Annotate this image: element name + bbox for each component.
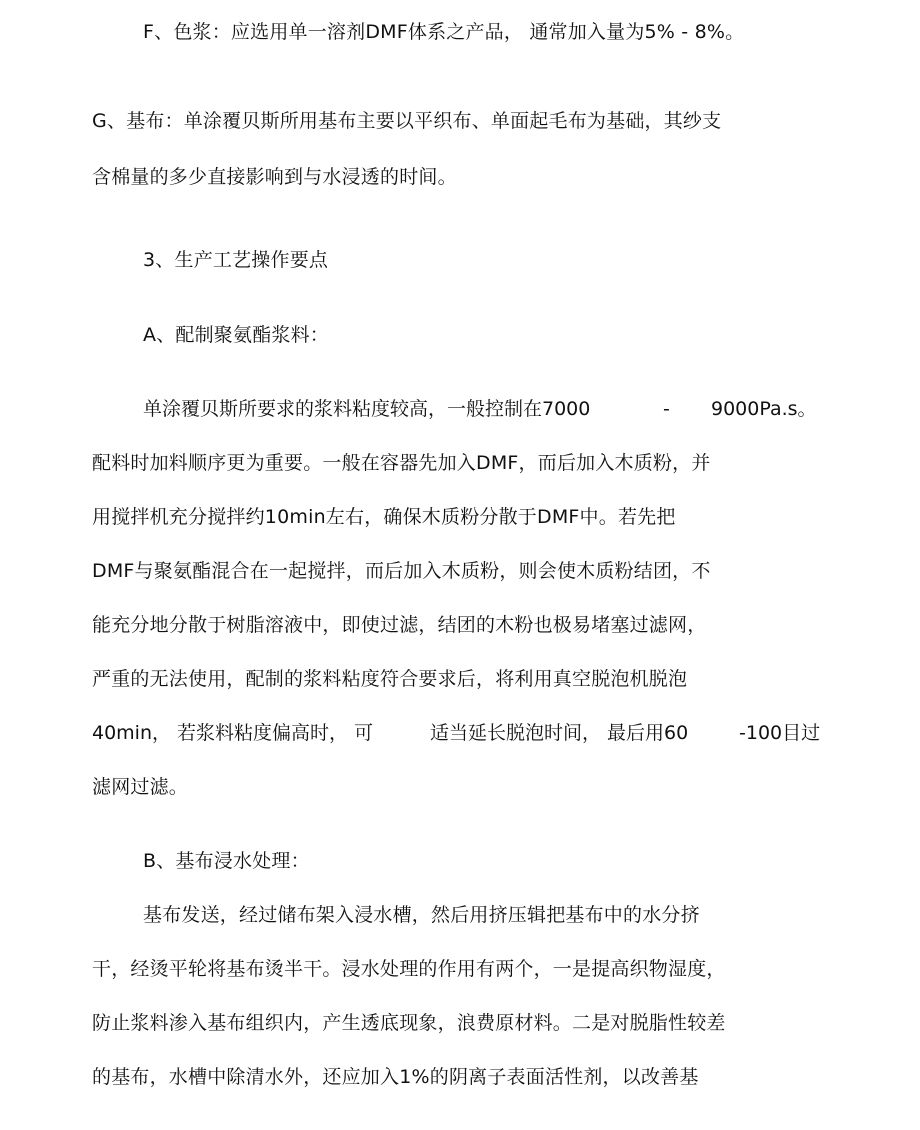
para-a-line-8: 滤网过滤。 [92,776,189,798]
heading-b: B、基布浸水处理： [143,850,310,872]
para-a-line-7-part-1: 40min， 若浆料粘度偏高时， 可 [92,722,374,744]
section-g-line-1: G、基布：单涂覆贝斯所用基布主要以平织布、单面起毛布为基础，其纱支 [92,110,722,132]
heading-a: A、配制聚氨酯浆料： [143,324,329,346]
para-b-line-1: 基布发送，经过储布架入浸水槽，然后用挤压辑把基布中的水分挤 [143,904,700,926]
para-a-line-3: 用搅拌机充分搅拌约10min左右，确保木质粉分散于DMF中。若先把 [92,506,676,528]
para-b-line-4: 的基布，水槽中除清水外，还应加入1%的阴离子表面活性剂，以改善基 [92,1066,699,1088]
para-a-line-1-part-2: - [663,398,670,420]
para-b-line-2: 干，经烫平轮将基布烫半干。浸水处理的作用有两个，一是提高织物湿度， [92,958,726,980]
heading-3: 3、生产工艺操作要点 [143,249,329,271]
para-a-line-5: 能充分地分散于树脂溶液中，即使过滤，结团的木粉也极易堵塞过滤网， [92,614,707,636]
para-a-line-4: DMF与聚氨酯混合在一起搅拌，而后加入木质粉，则会使木质粉结团，不 [92,560,711,582]
para-a-line-7-part-2: 适当延长脱泡时间， 最后用60 [430,722,689,744]
para-a-line-7-part-3: -100目过 [739,722,821,744]
para-b-line-3: 防止浆料渗入基布组织内，产生透底现象，浪费原材料。二是对脱脂性较差 [92,1012,726,1034]
section-g-line-2: 含棉量的多少直接影响到与水浸透的时间。 [92,166,457,188]
para-a-line-2: 配料时加料顺序更为重要。一般在容器先加入DMF，而后加入木质粉，并 [92,452,711,474]
para-a-line-1-part-3: 9000Pa.s。 [711,398,817,420]
section-f-line-1: F、色浆：应选用单一溶剂DMF体系之产品， 通常加入量为5% - 8%。 [143,21,745,43]
para-a-line-6: 严重的无法使用，配制的浆料粘度符合要求后，将利用真空脱泡机脱泡 [92,668,688,690]
para-a-line-1-part-1: 单涂覆贝斯所要求的浆料粘度较高，一般控制在7000 [143,398,591,420]
